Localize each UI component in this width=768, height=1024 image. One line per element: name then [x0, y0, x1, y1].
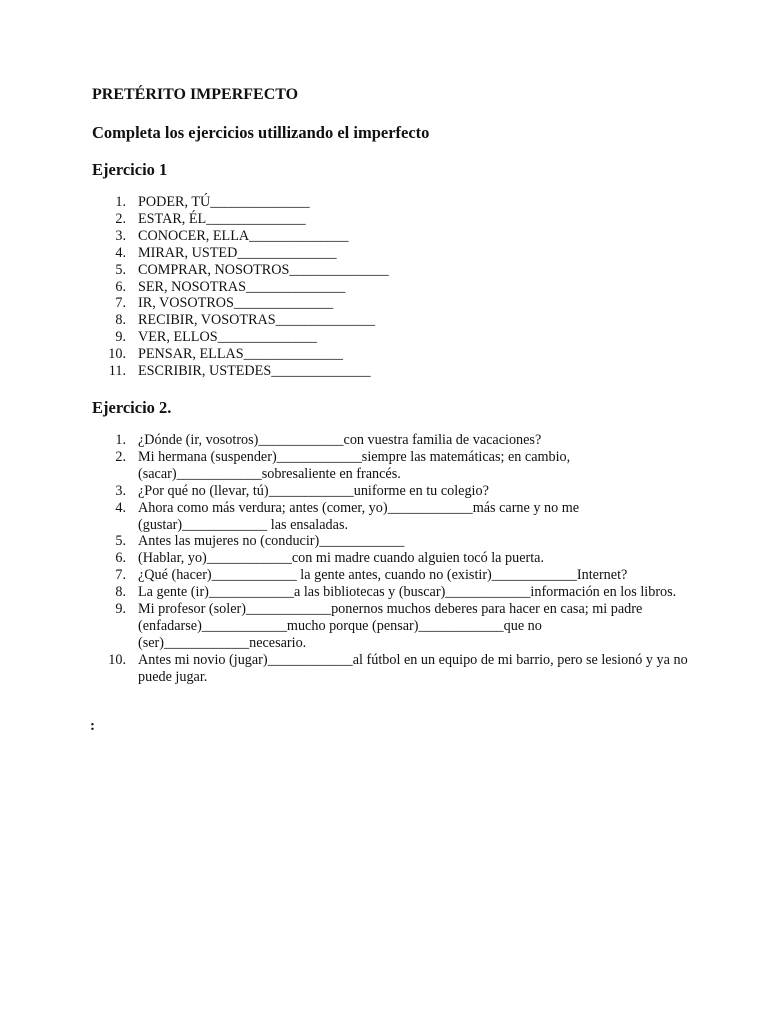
item-text: ESCRIBIR, USTEDES______________: [138, 363, 371, 380]
exercise-2-item: [92, 601, 692, 652]
item-number: 1.: [115, 432, 126, 448]
item-text: Mi hermana (suspender)____________siempre las matemáticas; en cambio, (sacar)____________sobresaliente en francés.: [138, 448, 571, 482]
item-text: ¿Dónde (ir, vosotros)____________con vuestra familia de vacaciones?: [138, 432, 542, 448]
exercise-2-item: [92, 449, 692, 483]
document-subtitle: Completa los ejercicios utillizando el imperfecto: [92, 123, 430, 142]
item-text: (Hablar, yo)____________con mi madre cuando alguien tocó la puerta.: [138, 550, 545, 567]
item-text: PODER, TÚ______________: [138, 194, 310, 210]
item-number: 6.: [115, 550, 126, 567]
item-number: 8.: [115, 584, 126, 601]
item-text: RECIBIR, VOSOTRAS______________: [138, 312, 376, 329]
exercise-1-item: [92, 194, 652, 211]
item-number: 6.: [115, 278, 126, 295]
item-number: 4.: [115, 499, 126, 516]
exercise-2-item: [92, 533, 692, 550]
item-number: 10.: [108, 346, 126, 363]
item-text: ESTAR, ÉL______________: [138, 210, 306, 227]
exercise-2-item: [92, 432, 692, 449]
item-number: 3.: [115, 227, 126, 244]
item-text: CONOCER, ELLA______________: [138, 227, 349, 244]
item-text: La gente (ir)____________a las bibliotecas y (buscar)____________información en los libros.: [138, 584, 677, 601]
item-number: 3.: [115, 482, 126, 499]
item-number: 7.: [115, 567, 126, 584]
exercise-2-item: [92, 500, 692, 534]
item-number: 2.: [115, 210, 126, 227]
exercise-2-item: [92, 483, 692, 500]
exercise-1-item: [92, 279, 652, 296]
exercise-1-item: [92, 228, 652, 245]
item-text: SER, NOSOTRAS______________: [138, 278, 346, 295]
item-number: 5.: [115, 261, 126, 278]
item-text: Ahora como más verdura; antes (comer, yo)____________más carne y no me (gustar)____________ las ensaladas.: [138, 499, 580, 533]
item-number: 7.: [115, 295, 126, 312]
item-text: ¿Por qué no (llevar, tú)____________uniforme en tu colegio?: [138, 482, 489, 499]
exercise-1-item: [92, 329, 652, 346]
exercise-2-item: [92, 584, 692, 601]
exercise-1-item: [92, 295, 652, 312]
exercise-1-heading: Ejercicio 1: [92, 160, 168, 179]
item-number: 11.: [108, 363, 126, 380]
item-number: 1.: [115, 194, 126, 210]
item-number: 8.: [115, 312, 126, 329]
exercise-1-item: [92, 363, 652, 380]
item-text: PENSAR, ELLAS______________: [138, 346, 343, 363]
exercise-2-item: [92, 550, 692, 567]
item-number: 9.: [115, 601, 126, 618]
item-number: 4.: [115, 244, 126, 261]
exercise-2-list: [92, 432, 692, 686]
exercise-1-item: [92, 245, 652, 262]
exercise-1-item: [92, 211, 652, 228]
item-text: Antes mi novio (jugar)____________al fútbol en un equipo de mi barrio, pero se lesionó y ya no puede jugar.: [138, 651, 688, 685]
item-text: IR, VOSOTROS______________: [138, 295, 334, 312]
item-number: 5.: [115, 533, 126, 550]
item-text: Antes las mujeres no (conducir)____________: [138, 533, 405, 550]
item-text: ¿Qué (hacer)____________ la gente antes, cuando no (existir)____________Internet?: [138, 567, 628, 584]
item-text: COMPRAR, NOSOTROS______________: [138, 261, 389, 278]
exercise-1-list: [92, 194, 652, 380]
item-text: VER, ELLOS______________: [138, 329, 317, 346]
item-number: 2.: [115, 448, 126, 465]
item-number: 10.: [108, 651, 126, 668]
exercise-2-item: [92, 567, 692, 584]
document-title: PRETÉRITO IMPERFECTO: [92, 86, 299, 103]
item-number: 9.: [115, 329, 126, 346]
exercise-1-item: [92, 346, 652, 363]
exercise-2-heading: Ejercicio 2.: [92, 398, 172, 417]
item-text: MIRAR, USTED______________: [138, 244, 337, 261]
exercise-1-item: [92, 312, 652, 329]
exercise-2-item: [92, 652, 692, 686]
trailing-colon: :: [90, 718, 95, 734]
item-text: Mi profesor (soler)____________ponernos muchos deberes para hacer en casa; mi padre (enfadarse)____________mucho porque (pensar)____________que no (ser)____________necesario.: [138, 601, 643, 651]
exercise-1-item: [92, 262, 652, 279]
